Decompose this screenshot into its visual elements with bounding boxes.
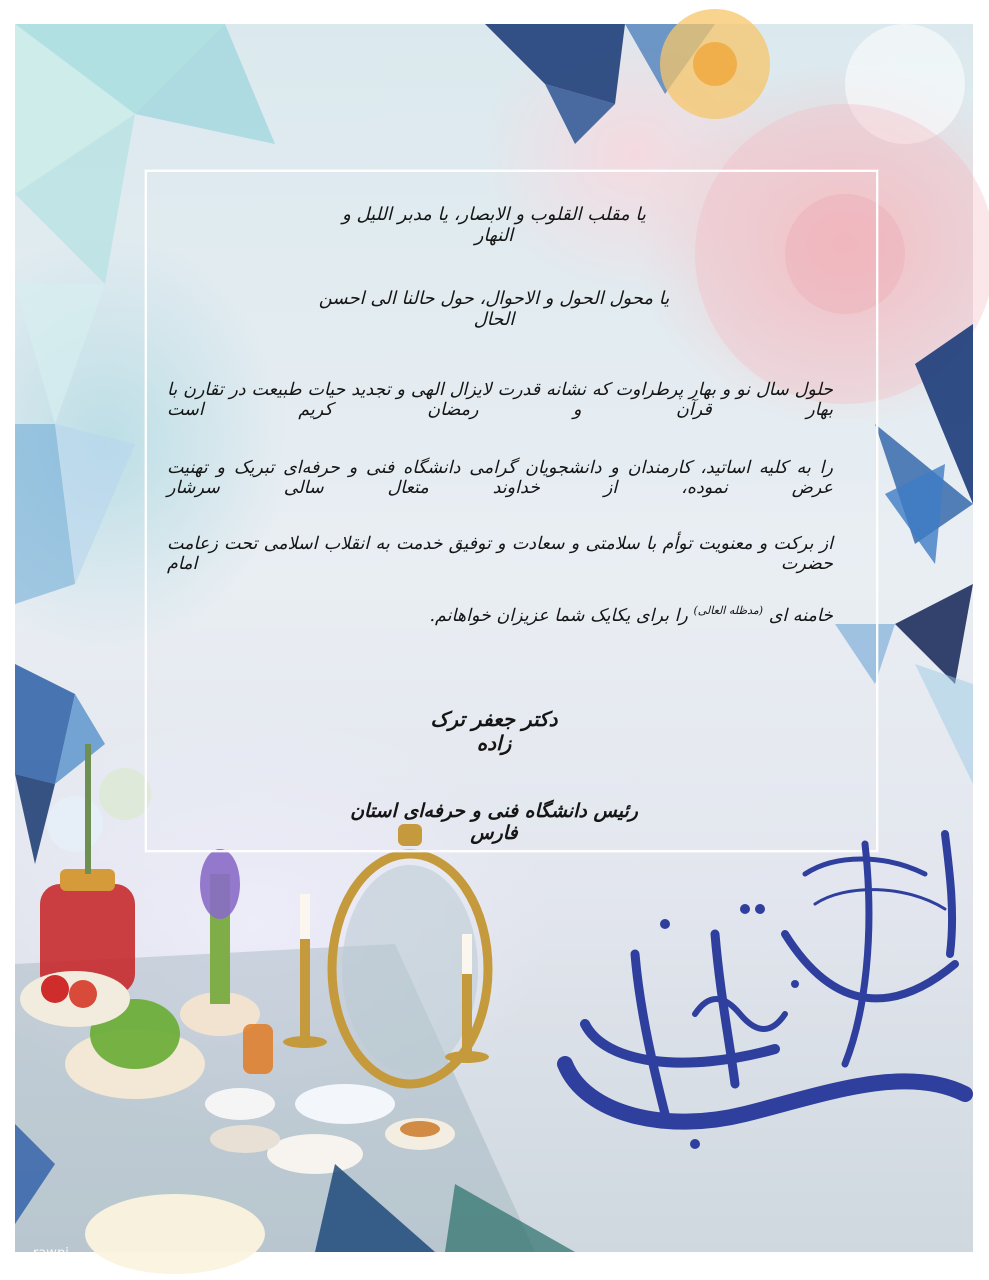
signatory-title: رئیس دانشگاه فنی و حرفه‌ای استان فارس [350, 800, 638, 844]
message-line-4-end: را برای یکایک شما عزیزان خواهانم. [429, 605, 688, 626]
signatory-name: دکتر جعفر ترک زاده [430, 707, 558, 755]
message-line-4-start: خامنه ای [768, 605, 833, 626]
message-line-3: از برکت و معنویت توأم با سلامتی و سعادت و توفیق خدمت به انقلاب اسلامی تحت زعامت حضرت امام [167, 534, 833, 574]
message-line-1: حلول سال نو و بهار پرطراوت که نشانه قدرت لایزال الهی و تجدید حیات طبیعت در تقارن با بهار قرآن و رمضان کریم است [167, 380, 833, 420]
nowruz-calligraphy-artwork [545, 814, 985, 1194]
greeting-card [15, 24, 973, 1261]
watermark-text: rawpi [33, 1246, 69, 1261]
honorific: (مدظله العالی) [693, 604, 764, 617]
message-line-4 [167, 604, 833, 626]
invocation-line-2: یا محول الحول و الاحوال، حول حالنا الی احسن الحال [318, 288, 670, 330]
invocation-line-1: یا مقلب القلوب و الابصار، یا مدبر اللیل و النهار [342, 204, 646, 246]
message-line-2: را به کلیه اساتید، کارمندان و دانشجویان گرامی دانشگاه فنی و حرفه‌ای تبریک و تهنیت عرض نموده، از خداوند متعال سالی سرشار [167, 458, 833, 498]
